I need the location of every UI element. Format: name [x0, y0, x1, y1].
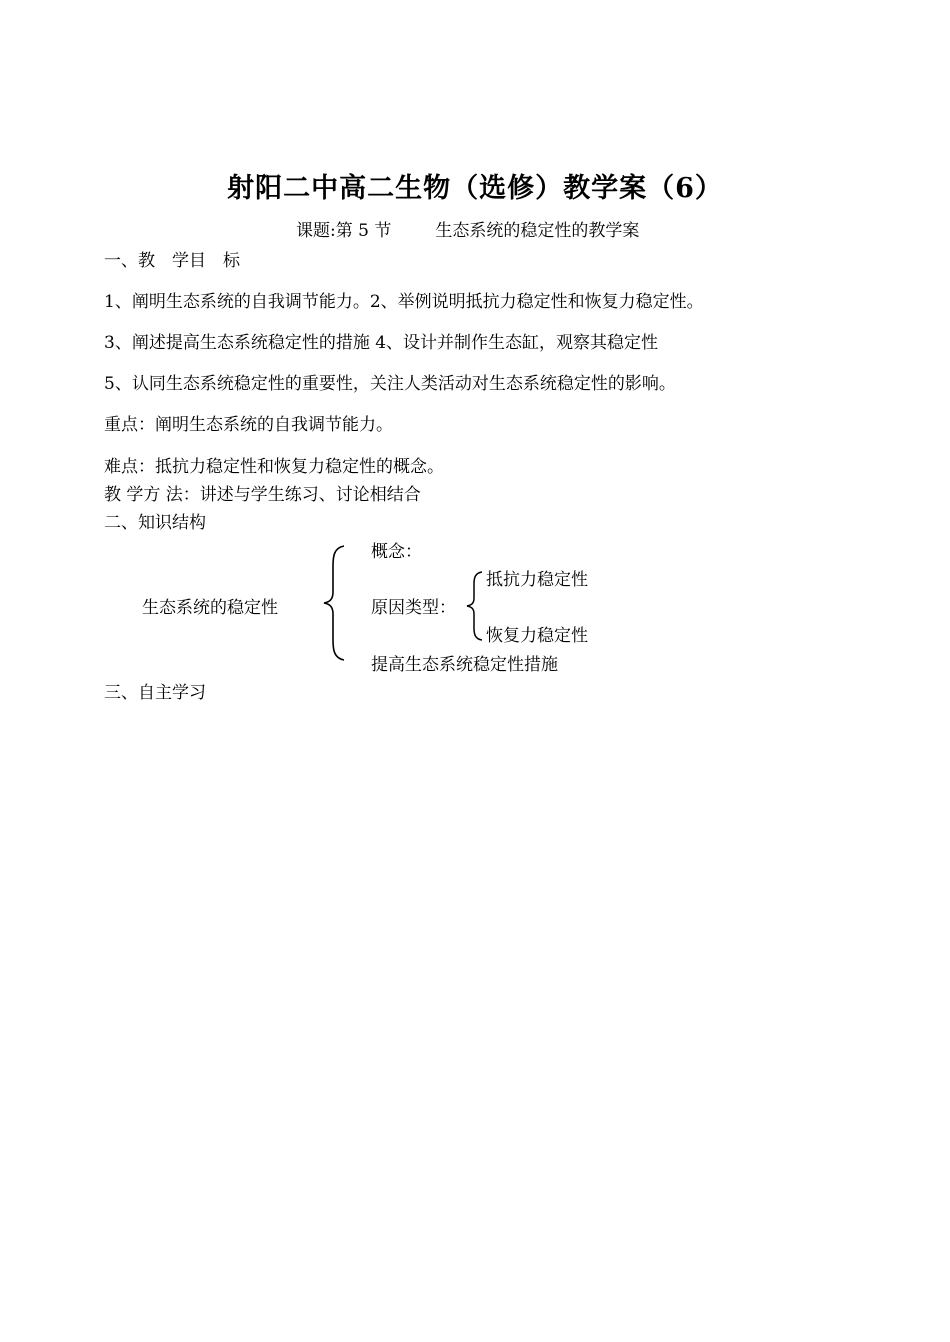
subtitle-topic: 生态系统的稳定性的教学案: [435, 221, 640, 241]
objective-line-2: 3、阐述提高生态系统稳定性的措施 4、设计并制作生态缸，观察其稳定性: [104, 333, 659, 353]
diagram-cause-type-label: 原因类型：: [371, 598, 456, 618]
section3-heading: 三、自主学习: [104, 683, 206, 703]
teaching-method: 教 学方 法：讲述与学生练习、讨论相结合: [104, 485, 421, 505]
subtitle-prefix: 课题:第 5 节: [296, 221, 392, 241]
main-brace: [318, 544, 350, 662]
section1-heading: 一、教 学目 标: [104, 251, 240, 271]
diagram-root-label: 生态系统的稳定性: [142, 598, 278, 618]
diagram-measures-label: 提高生态系统稳定性措施: [371, 655, 558, 675]
diagram-resistance-label: 抵抗力稳定性: [486, 570, 588, 590]
objective-line-1: 1、阐明生态系统的自我调节能力。2、举例说明抵抗力稳定性和恢复力稳定性。: [104, 292, 704, 312]
objective-line-3: 5、认同生态系统稳定性的重要性，关注人类活动对生态系统稳定性的影响。: [104, 374, 676, 394]
lesson-subtitle: [296, 216, 639, 241]
diagram-concept-label: 概念：: [371, 542, 422, 562]
key-point: 重点：阐明生态系统的自我调节能力。: [104, 415, 393, 435]
difficulty: 难点：抵抗力稳定性和恢复力稳定性的概念。: [104, 457, 444, 477]
sub-brace: [462, 570, 486, 642]
document-title: 射阳二中高二生物（选修）教学案（6）: [227, 173, 723, 204]
section2-heading: 二、知识结构: [104, 513, 206, 533]
diagram-resilience-label: 恢复力稳定性: [486, 626, 588, 646]
